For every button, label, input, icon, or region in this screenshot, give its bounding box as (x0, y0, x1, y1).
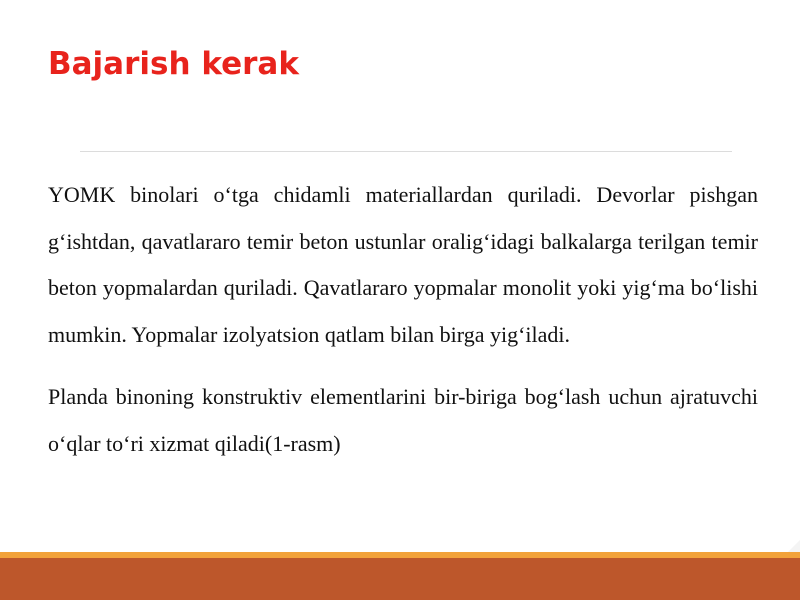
paragraph-1: YOMK binolari o‘tga chidamli materiallardan quriladi. Devorlar pishgan g‘ishtdan, qavatlararo temir beton ustunlar oralig‘idagi balkalarga terilgan temir beton yopmalardan quriladi. Qavatlararo yopmalar monolit yoki yig‘ma bo‘lishi mumkin. Yopmalar izolyatsion qatlam bilan birga yig‘iladi. (48, 182, 758, 347)
footer-band (0, 558, 800, 600)
slide-title: Bajarish kerak (48, 46, 299, 82)
title-divider (80, 151, 732, 152)
paragraph-2: Planda binoning konstruktiv elementlarini bir-biriga bog‘lash uchun ajratuvchi o‘qlar to‘ri xizmat qiladi(1-rasm) (48, 384, 758, 456)
slide-body (48, 172, 758, 483)
